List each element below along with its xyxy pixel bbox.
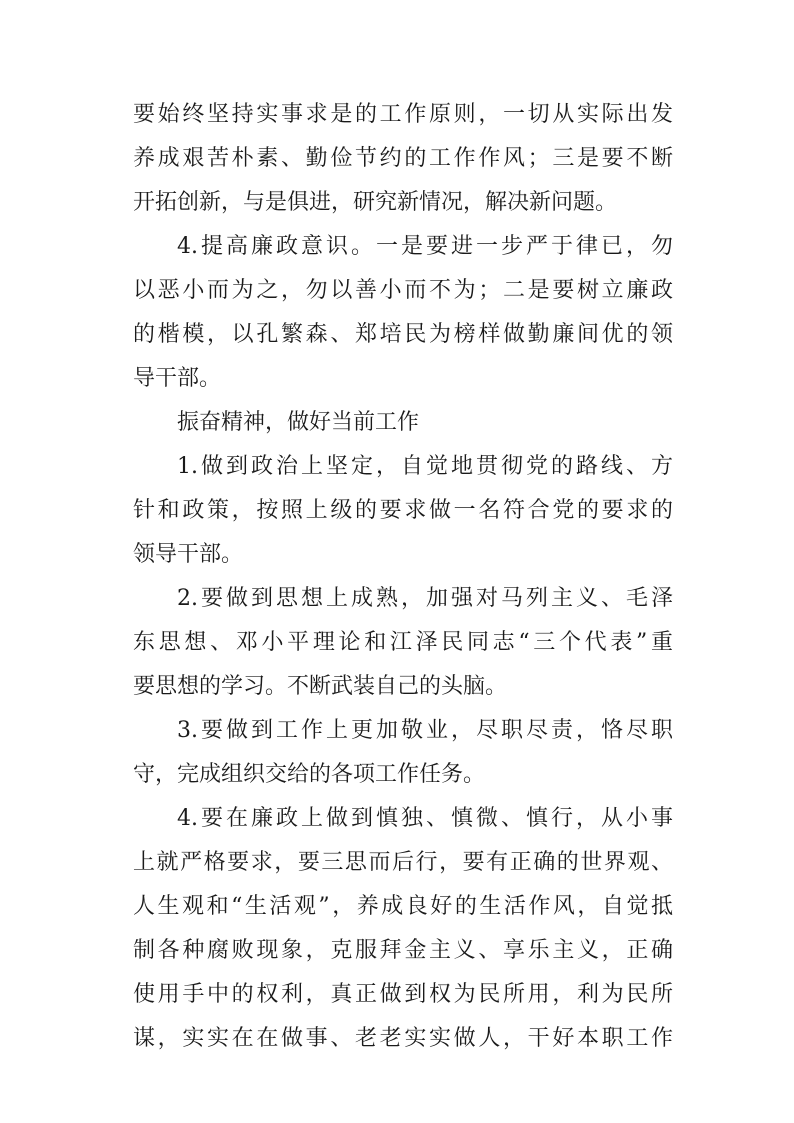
text-line: 东思想、邓小平理论和江泽民同志“三个代表”重 — [133, 630, 673, 655]
text-line: 要始终坚持实事求是的工作原则，一切从实际出发 — [133, 102, 673, 127]
text-line: 领导干部。 — [133, 542, 244, 567]
text-line: 守，完成组织交给的各项工作任务。 — [133, 762, 486, 787]
document-body — [133, 93, 673, 1061]
text-line: 开拓创新，与是俱进，研究新情况，解决新问题。 — [133, 190, 618, 215]
text-line: 使用手中的权利，真正做到权为民所用，利为民所 — [133, 982, 673, 1007]
text-line: 人生观和“生活观”，养成良好的生活作风，自觉抵 — [133, 894, 673, 919]
text-line: 1.做到政治上坚定，自觉地贯彻党的路线、方 — [177, 454, 673, 479]
section-heading: 振奋精神，做好当前工作 — [177, 410, 420, 435]
text-line: 谋，实实在在做事、老老实实做人，干好本职工作 — [133, 1026, 673, 1051]
text-line: 制各种腐败现象，克服拜金主义、享乐主义，正确 — [133, 938, 673, 963]
text-line: 的楷模，以孔繁森、郑培民为榜样做勤廉间优的领 — [133, 322, 673, 347]
text-line: 要思想的学习。不断武装自己的头脑。 — [133, 674, 508, 699]
text-line: 3.要做到工作上更加敬业，尽职尽责，恪尽职 — [177, 718, 673, 743]
text-line: 养成艰苦朴素、勤俭节约的工作作风；三是要不断 — [133, 146, 673, 171]
text-line: 2.要做到思想上成熟，加强对马列主义、毛泽 — [177, 586, 673, 611]
text-line: 上就严格要求，要三思而后行，要有正确的世界观、 — [133, 850, 673, 875]
text-line: 4.要在廉政上做到慎独、慎微、慎行，从小事 — [177, 806, 673, 831]
text-line: 导干部。 — [133, 366, 222, 391]
text-line: 4.提高廉政意识。一是要进一步严于律已，勿 — [177, 234, 673, 259]
text-line: 针和政策，按照上级的要求做一名符合党的要求的 — [133, 498, 673, 523]
text-line: 以恶小而为之，勿以善小而不为；二是要树立廉政 — [133, 278, 673, 303]
